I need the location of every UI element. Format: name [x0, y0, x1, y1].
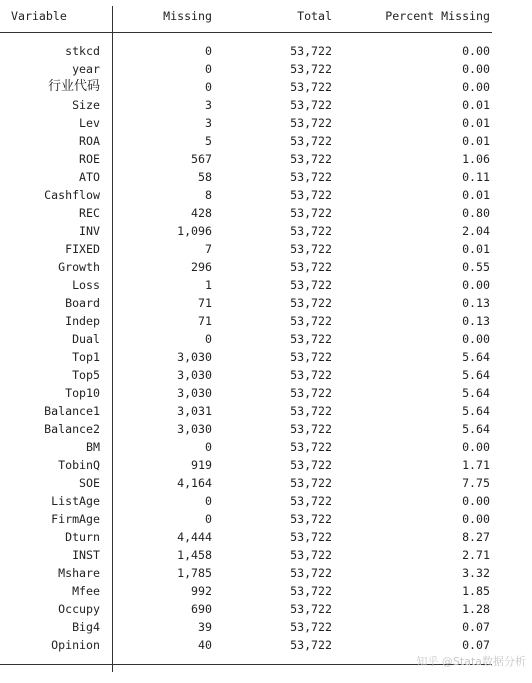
total-cell: 53,722: [290, 296, 332, 310]
total-cell: 53,722: [290, 152, 332, 166]
missing-cell: 1,096: [177, 224, 212, 238]
missing-cell: 58: [198, 170, 212, 184]
variable-cell: Balance1: [44, 404, 100, 418]
percent-missing-cell: 0.00: [462, 494, 490, 508]
missing-cell: 3,030: [177, 368, 212, 382]
missing-cell: 71: [198, 296, 212, 310]
missing-cell: 0: [205, 494, 212, 508]
percent-missing-cell: 0.07: [462, 620, 490, 634]
missing-cell: 1,458: [177, 548, 212, 562]
total-cell: 53,722: [290, 530, 332, 544]
table-row: [0, 276, 532, 294]
table-row: [0, 366, 532, 384]
percent-missing-cell: 1.28: [462, 602, 490, 616]
watermark: 知乎 @Stata数据分析: [416, 655, 526, 668]
table-row: [0, 492, 532, 510]
table-row: [0, 456, 532, 474]
missing-cell: 567: [191, 152, 212, 166]
missing-cell: 0: [205, 44, 212, 58]
total-cell: 53,722: [290, 368, 332, 382]
percent-missing-cell: 0.07: [462, 638, 490, 652]
total-cell: 53,722: [290, 314, 332, 328]
variable-cell: TobinQ: [58, 458, 100, 472]
variable-cell: Top1: [72, 350, 100, 364]
percent-missing-cell: 0.00: [462, 80, 490, 94]
variable-cell: 行业代码: [47, 79, 100, 94]
total-cell: 53,722: [290, 584, 332, 598]
table-row: [0, 168, 532, 186]
table-row: [0, 564, 532, 582]
percent-missing-cell: 2.04: [462, 224, 490, 238]
total-cell: 53,722: [290, 422, 332, 436]
variable-cell: Mfee: [72, 584, 100, 598]
missing-cell: 5: [205, 134, 212, 148]
total-cell: 53,722: [290, 170, 332, 184]
percent-missing-cell: 0.55: [462, 260, 490, 274]
table-row: [0, 384, 532, 402]
table-row: [0, 636, 532, 654]
variable-cell: Occupy: [58, 602, 100, 616]
percent-missing-cell: 5.64: [462, 386, 490, 400]
variable-cell: Growth: [58, 260, 100, 274]
percent-missing-cell: 0.80: [462, 206, 490, 220]
variable-cell: INV: [79, 224, 100, 238]
variable-cell: Top5: [72, 368, 100, 382]
table-row: [0, 60, 532, 78]
missing-cell: 919: [191, 458, 212, 472]
percent-missing-cell: 0.00: [462, 62, 490, 76]
missing-cell: 0: [205, 62, 212, 76]
missing-cell: 992: [191, 584, 212, 598]
table-row: [0, 186, 532, 204]
variable-cell: BM: [86, 440, 100, 454]
total-cell: 53,722: [290, 62, 332, 76]
variable-cell: SOE: [79, 476, 100, 490]
total-cell: 53,722: [290, 512, 332, 526]
variable-cell: REC: [79, 206, 100, 220]
variable-cell: Loss: [72, 278, 100, 292]
variable-cell: ROA: [79, 134, 100, 148]
missing-cell: 4,164: [177, 476, 212, 490]
percent-missing-cell: 0.00: [462, 332, 490, 346]
percent-missing-cell: 5.64: [462, 368, 490, 382]
total-cell: 53,722: [290, 566, 332, 580]
variable-cell: Opinion: [51, 638, 100, 652]
total-cell: 53,722: [290, 458, 332, 472]
table-row: [0, 222, 532, 240]
variable-cell: stkcd: [65, 44, 100, 58]
percent-missing-cell: 8.27: [462, 530, 490, 544]
total-cell: 53,722: [290, 620, 332, 634]
variable-cell: ROE: [79, 152, 100, 166]
table-body: [0, 42, 532, 654]
percent-missing-cell: 0.01: [462, 116, 490, 130]
percent-missing-cell: 0.00: [462, 278, 490, 292]
variable-cell: Top10: [65, 386, 100, 400]
percent-missing-cell: 2.71: [462, 548, 490, 562]
missing-cell: 1,785: [177, 566, 212, 580]
total-cell: 53,722: [290, 44, 332, 58]
percent-missing-cell: 0.01: [462, 98, 490, 112]
missing-cell: 3,031: [177, 404, 212, 418]
variable-cell: Board: [65, 296, 100, 310]
total-cell: 53,722: [290, 386, 332, 400]
percent-missing-cell: 5.64: [462, 422, 490, 436]
table-row: [0, 204, 532, 222]
column-header-missing: Missing: [163, 9, 212, 23]
total-cell: 53,722: [290, 134, 332, 148]
missing-cell: 40: [198, 638, 212, 652]
missing-cell: 690: [191, 602, 212, 616]
percent-missing-cell: 1.06: [462, 152, 490, 166]
percent-missing-cell: 1.71: [462, 458, 490, 472]
percent-missing-cell: 0.13: [462, 296, 490, 310]
total-cell: 53,722: [290, 206, 332, 220]
percent-missing-cell: 7.75: [462, 476, 490, 490]
variable-cell: INST: [72, 548, 100, 562]
missing-cell: 3: [205, 98, 212, 112]
missing-cell: 0: [205, 512, 212, 526]
total-cell: 53,722: [290, 638, 332, 652]
table-row: [0, 312, 532, 330]
percent-missing-cell: 0.11: [462, 170, 490, 184]
percent-missing-cell: 1.85: [462, 584, 490, 598]
total-cell: 53,722: [290, 80, 332, 94]
variable-cell: year: [72, 62, 100, 76]
column-header-variable: Variable: [11, 9, 67, 23]
table-row: [0, 240, 532, 258]
table-row: [0, 420, 532, 438]
total-cell: 53,722: [290, 476, 332, 490]
table-row: [0, 402, 532, 420]
variable-cell: Indep: [65, 314, 100, 328]
table-row: [0, 96, 532, 114]
total-cell: 53,722: [290, 404, 332, 418]
variable-cell: Dual: [72, 332, 100, 346]
variable-cell: Lev: [79, 116, 100, 130]
header-divider: [0, 32, 492, 33]
total-cell: 53,722: [290, 116, 332, 130]
total-cell: 53,722: [290, 494, 332, 508]
missing-cell: 428: [191, 206, 212, 220]
variable-cell: ListAge: [51, 494, 100, 508]
missing-cell: 39: [198, 620, 212, 634]
total-cell: 53,722: [290, 188, 332, 202]
variable-cell: Cashflow: [44, 188, 100, 202]
missing-cell: 0: [205, 80, 212, 94]
missing-cell: 3,030: [177, 422, 212, 436]
missing-cell: 3: [205, 116, 212, 130]
table-row: [0, 294, 532, 312]
variable-cell: Big4: [72, 620, 100, 634]
variable-cell: Dturn: [65, 530, 100, 544]
table-row: [0, 42, 532, 60]
table-row: [0, 330, 532, 348]
variable-cell: FirmAge: [51, 512, 100, 526]
total-cell: 53,722: [290, 260, 332, 274]
table-row: [0, 618, 532, 636]
percent-missing-cell: 0.13: [462, 314, 490, 328]
percent-missing-cell: 0.00: [462, 44, 490, 58]
total-cell: 53,722: [290, 242, 332, 256]
percent-missing-cell: 0.01: [462, 242, 490, 256]
table-row: [0, 528, 532, 546]
table-row: [0, 546, 532, 564]
table-row: [0, 348, 532, 366]
table-row: [0, 78, 532, 96]
table-row: [0, 582, 532, 600]
total-cell: 53,722: [290, 278, 332, 292]
missing-cell: 3,030: [177, 350, 212, 364]
total-cell: 53,722: [290, 440, 332, 454]
total-cell: 53,722: [290, 602, 332, 616]
percent-missing-cell: 3.32: [462, 566, 490, 580]
variable-cell: Mshare: [58, 566, 100, 580]
percent-missing-cell: 0.00: [462, 512, 490, 526]
missing-cell: 7: [205, 242, 212, 256]
total-cell: 53,722: [290, 350, 332, 364]
total-cell: 53,722: [290, 98, 332, 112]
table-row: [0, 438, 532, 456]
column-header-total: Total: [297, 9, 332, 23]
percent-missing-cell: 0.01: [462, 188, 490, 202]
missing-cell: 3,030: [177, 386, 212, 400]
table-row: [0, 114, 532, 132]
total-cell: 53,722: [290, 548, 332, 562]
percent-missing-cell: 5.64: [462, 350, 490, 364]
variable-cell: FIXED: [65, 242, 100, 256]
missing-cell: 71: [198, 314, 212, 328]
missing-cell: 8: [205, 188, 212, 202]
missing-cell: 0: [205, 332, 212, 346]
variable-cell: Balance2: [44, 422, 100, 436]
variable-cell: ATO: [79, 170, 100, 184]
total-cell: 53,722: [290, 332, 332, 346]
table-row: [0, 258, 532, 276]
percent-missing-cell: 0.01: [462, 134, 490, 148]
variable-cell: Size: [72, 98, 100, 112]
table-row: [0, 474, 532, 492]
missing-cell: 0: [205, 440, 212, 454]
percent-missing-cell: 5.64: [462, 404, 490, 418]
percent-missing-cell: 0.00: [462, 440, 490, 454]
missing-cell: 296: [191, 260, 212, 274]
total-cell: 53,722: [290, 224, 332, 238]
table-row: [0, 510, 532, 528]
table-header: [0, 0, 532, 32]
missing-cell: 4,444: [177, 530, 212, 544]
table-row: [0, 150, 532, 168]
column-header-percent-missing: Percent Missing: [385, 9, 490, 23]
missing-cell: 1: [205, 278, 212, 292]
table-row: [0, 600, 532, 618]
table-row: [0, 132, 532, 150]
